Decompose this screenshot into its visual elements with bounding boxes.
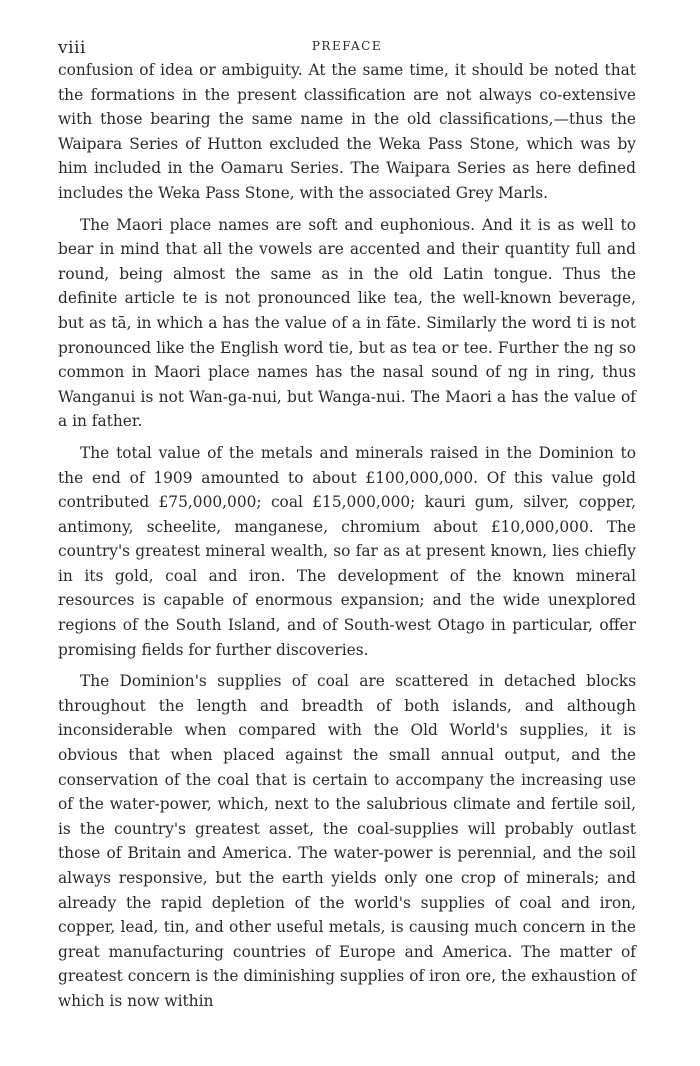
- book-page: [58, 32, 636, 1021]
- paragraph-coal-supplies: The Dominion's supplies of coal are scattered in detached blocks throughout the length and breadth of both islands, and although inconsiderable when compared with the Old World's supplies, it is obvious that when placed against the small annual output, and the conservation of the coal that is certain to accompany the increasing use of the water-power, which, next to the salubrious climate and fertile soil, is the country's greatest asset, the coal-supplies will probably outlast those of Britain and America. The water-power is perennial, and the soil always responsive, but the earth yields only one crop of minerals; and already the rapid depletion of the world's supplies of coal and iron, copper, lead, tin, and other useful metals, is causing much concern in the great manufacturing countries of Europe and America. The matter of greatest concern is the diminishing supplies of iron ore, the exhaustion of which is now within: [58, 672, 636, 1010]
- paragraph-minerals-value: The total value of the metals and minerals raised in the Dominion to the end of 1909 amounted to about £100,000,000. Of this value gold contributed £75,000,000; coal £15,000,000; kauri gum, silver, copper, antimony, scheelite, manganese, chromium about £10,000,000. The country's greatest mineral wealth, so far as at present known, lies chiefly in its gold, coal and iron. The development of the known mineral resources is capable of enormous expansion; and the wide unexplored regions of the South Island, and of South-west Otago in particular, offer promising fields for further discoveries.: [58, 443, 636, 659]
- running-head: [58, 32, 636, 58]
- paragraph-maori-place-names: The Maori place names are soft and euphonious. And it is as well to bear in mind that all the vowels are accented and their quantity full and round, being almost the same as in the old Latin tongue. Thus the definite article te is not pronounced like tea, the well-known beverage, but as tā, in which a has the value of a in fāte. Similarly the word ti is not pronounced like the English word tie, but as tea or tee. Further the ng so common in Maori place names has the nasal sound of ng in ring, thus Wanganui is not Wan-ga-nui, but Wanga-nui. The Maori a has the value of a in father.: [58, 215, 636, 431]
- paragraph-continued: confusion of idea or ambiguity. At the same time, it should be noted that the formations in the present classification are not always co-extensive with those bearing the same name in the old classifications,—thus the Waipara Series of Hutton excluded the Weka Pass Stone, which was by him included in the Oamaru Series. The Waipara Series as here defined includes the Weka Pass Stone, with the associated Grey Marls.: [58, 61, 636, 202]
- running-title: PREFACE: [311, 39, 383, 53]
- page-number: viii: [58, 38, 86, 58]
- body-text: [58, 58, 636, 1014]
